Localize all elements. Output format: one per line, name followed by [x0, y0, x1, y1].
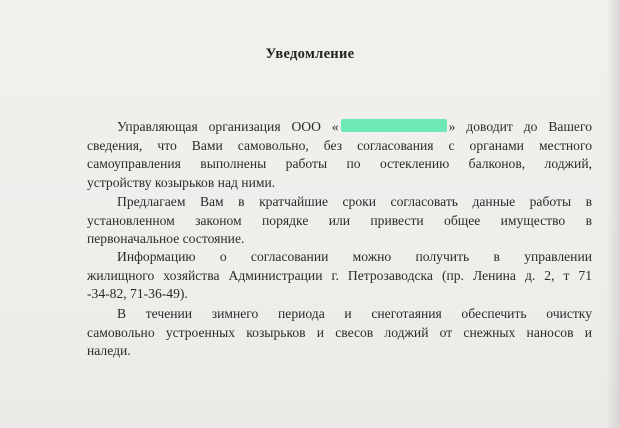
paragraph-line: сведения, что Вами самовольно, без согласования с органами местного [87, 137, 592, 153]
paragraph-organization [87, 118, 592, 192]
org-prefix-text: Управляющая организация ООО « [117, 119, 339, 134]
paragraph-line: первоначальное состояние. [87, 231, 245, 246]
paragraph-line: В течении зимнего периода и снеготаяния обеспечить очистку [117, 306, 592, 321]
redacted-organization-name [341, 119, 447, 132]
scan-shadow-edge [606, 0, 620, 428]
paragraph-line: самовольно устроенных козырьков и свесов лоджий от снежных наносов и [87, 324, 592, 340]
paragraph-request [87, 193, 592, 249]
paragraph-line [87, 118, 592, 137]
paragraph-information [87, 248, 592, 304]
paragraph-line: -34-82, 71-36-49). [87, 286, 188, 301]
paragraph-line: жилищного хозяйства Администрации г. Петрозаводска (пр. Ленина д. 2, т 71 [87, 267, 592, 283]
paragraph-line: установленном законом порядке или привести общее имущество в [87, 212, 592, 228]
paragraph-line: устройству козырьков над ними. [87, 174, 276, 190]
paragraph-line: Информацию о согласовании можно получить в управлении [117, 249, 592, 264]
paragraph-line: самоуправления выполнены работы по остеклению балконов, лоджий, [87, 156, 592, 171]
paragraph-line: наледи. [87, 343, 131, 358]
paragraph-line: Предлагаем Вам в кратчайшие сроки согласовать данные работы в [117, 194, 592, 209]
paragraph-winter [87, 305, 592, 361]
org-suffix-text: » доводит до Вашего [448, 119, 593, 134]
document-title: Уведомление [265, 46, 355, 62]
